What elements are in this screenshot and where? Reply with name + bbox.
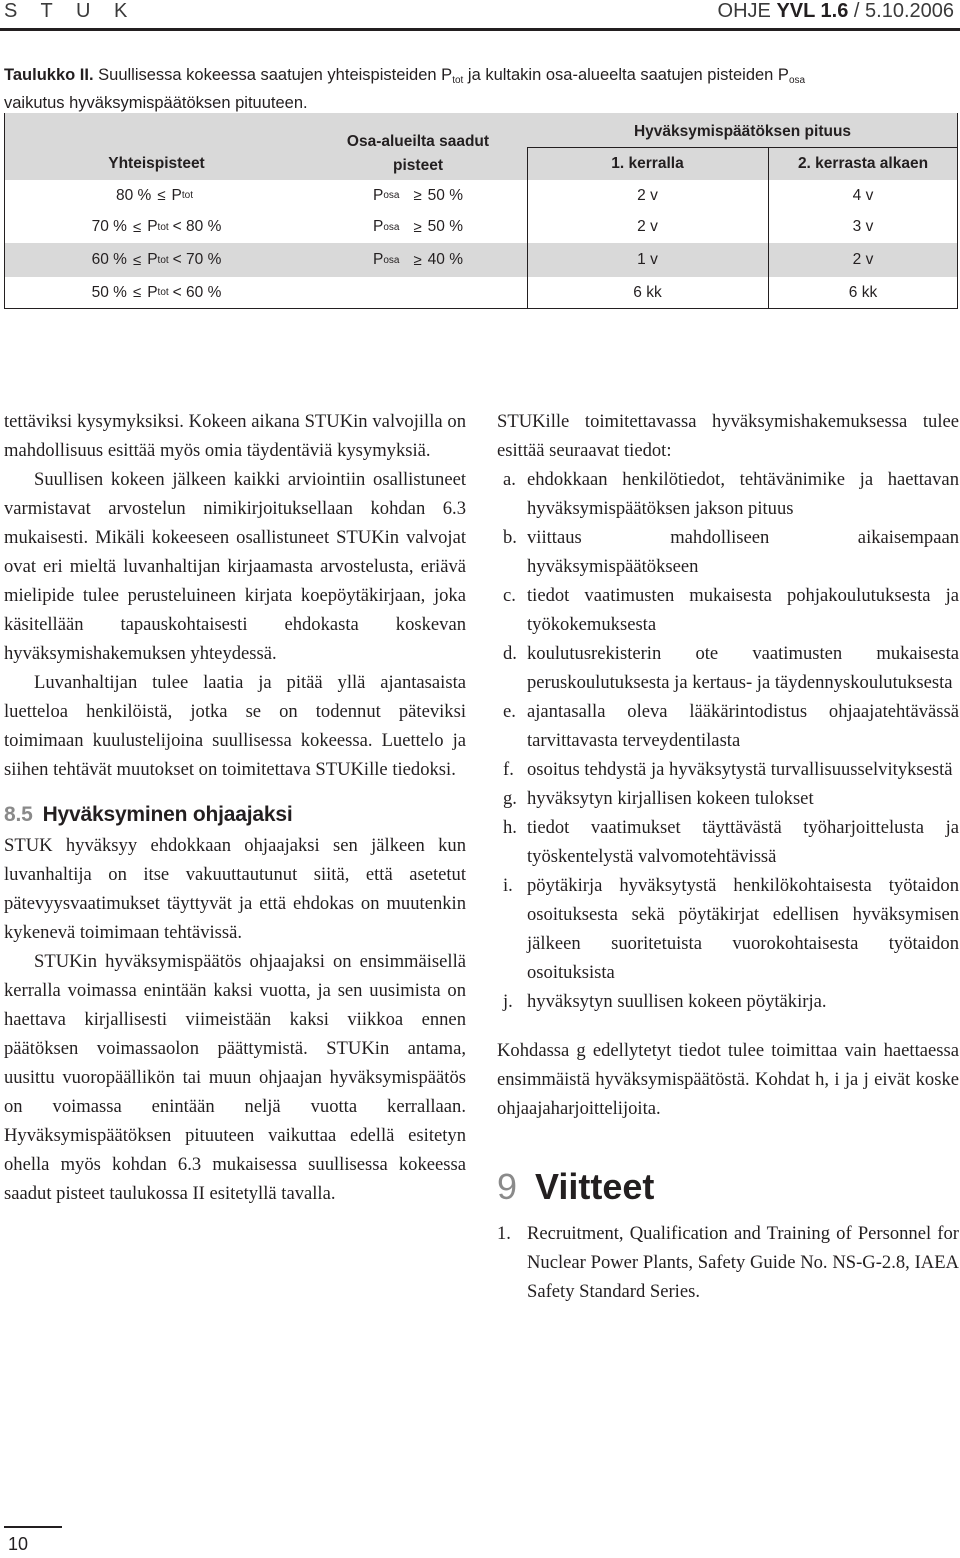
cell-second xyxy=(768,277,958,308)
total-lower: 50 % xyxy=(91,283,127,301)
chapter-number: 9 xyxy=(497,1166,518,1207)
list-text: hyväksytyn suullisen kokeen pöytäkirja. xyxy=(527,991,827,1012)
list-item xyxy=(497,813,959,871)
cell-part xyxy=(309,243,527,277)
caption-sub-a: tot xyxy=(452,75,464,86)
part-symbol: P xyxy=(372,186,384,204)
part-value: 50 % xyxy=(427,186,464,204)
le-operator: ≤ xyxy=(132,251,142,269)
first-value: 1 v xyxy=(637,251,658,268)
total-symbol: P xyxy=(147,251,158,268)
list-text: tiedot vaatimukset täyttävästä työharjoittelusta ja työskentelystä valvomotehtävissä xyxy=(527,817,959,867)
paragraph: Suullisen kokeen jälkeen kaikki arviointiin osallistuneet varmistavat arvostelun nimikirjoituksellaan kohdan 6.3 mukaisesti. Mikäli kokeeseen osallistuneet STUKin valvojat ovat eri mieltä luvanhaltijan kirjaamasta arvostelusta, eriävä mielipide tulee perusteluineen kirjata koepöytäkirjaan, joka käsitellään tapauskohtaisesti ehdokasta koskevan hyväksymishakemuksen yhteydessä. xyxy=(4,469,466,664)
le-operator: ≤ xyxy=(132,218,142,236)
col-header-first: 1. kerralla xyxy=(611,154,684,172)
total-subscript: tot xyxy=(157,254,169,266)
cell-second xyxy=(768,180,958,211)
part-subscript: osa xyxy=(383,254,400,266)
paragraph: Kohdassa g edellytetyt tiedot tulee toimittaa vain haettaessa ensimmäistä hyväksymispäätöstä. Kohdat h, i ja j eivät koske ohjaajaharjoittelijoita. xyxy=(497,1040,959,1119)
list-marker: e. xyxy=(503,701,516,722)
part-symbol: P xyxy=(372,251,384,268)
list-item xyxy=(497,784,959,813)
second-value: 6 kk xyxy=(848,283,878,301)
cell-total xyxy=(4,180,309,211)
col-header-part-2: pisteet xyxy=(393,157,443,174)
total-symbol: P xyxy=(147,218,158,235)
caption-text-b: ja kultakin osa-alueelta saatujen pisteiden P xyxy=(463,66,789,84)
ge-operator: ≥ xyxy=(413,187,422,204)
part-value: 40 % xyxy=(427,251,464,268)
header-rule xyxy=(0,28,960,31)
cell-second xyxy=(768,211,958,243)
paragraph: STUKille toimitettavassa hyväksymishakemuksessa tulee esittää seuraavat tiedot: xyxy=(497,411,959,461)
list-item xyxy=(497,871,959,987)
right-column xyxy=(497,407,959,1306)
paragraph: STUKin hyväksymispäätös ohjaajaksi on ensimmäisellä kerralla voimassa enintään kaksi vuotta, ja sen uusimista on haettava kirjallisesti viimeistään kaksi viikkoa ennen päätöksen voimassaolon päättymistä. STUKin antama, uusittu vuoropäällikön tai muun ohjaajan hyväksymispäätös on voimassa enintään neljä vuotta kerrallaan. Hyväksymispäätöksen pituuteen vaikuttaa edellä esitetyn ohella myös kohdan 6.3 mukaisessa suullisessa kokeessa saadut pisteet taulukossa II esitetyllä tavalla. xyxy=(4,951,466,1204)
cell-total xyxy=(4,211,309,243)
list-marker: g. xyxy=(503,788,517,809)
section-title: Hyväksyminen ohjaajaksi xyxy=(42,803,293,826)
cell-first xyxy=(527,277,768,308)
caption-sub-b: osa xyxy=(788,75,806,86)
points-table xyxy=(4,113,958,309)
total-lower: 60 % xyxy=(91,251,127,268)
col-header-total: Yhteispisteet xyxy=(108,154,205,172)
list-text: pöytäkirja hyväksytystä henkilökohtaisesta työtaidon osoituksesta sekä pöytäkirjat edellisen hyväksymisen jälkeen suoritetuista vuorokohtaisesta työtaidon osoituksista xyxy=(527,875,959,983)
list-text: ehdokkaan henkilötiedot, tehtävänimike ja haettavan hyväksymispäätöksen jakson pituus xyxy=(527,469,959,519)
list-item xyxy=(497,523,959,581)
list-marker: i. xyxy=(503,875,513,896)
total-lower: 80 % xyxy=(115,186,152,204)
total-upper: < 70 % xyxy=(172,251,222,268)
col-header-group: Hyväksymispäätöksen pituus xyxy=(633,123,852,140)
col-header-second: 2. kerrasta alkaen xyxy=(797,154,929,172)
col-header-part-1: Osa-alueilta saadut xyxy=(346,133,490,150)
paragraph: tettäviksi kysymyksiksi. Kokeen aikana STUKin valvojilla on mahdollisuus esittää myös omia täydentäviä kysymyksiä. xyxy=(4,411,466,461)
list-text: osoitus tehdystä ja hyväksytystä turvallisuusselvityksestä xyxy=(527,759,953,780)
paragraph: Luvanhaltijan tulee laatia ja pitää yllä ajantasaista luetteloa henkilöistä, jotka se on todennut päteviksi toimimaan kuulustelijoina suullisessa kokeessa. Luettelo ja siihen tehtävät muutokset on toimitettava STUKille tiedoksi. xyxy=(4,672,466,780)
ge-operator: ≥ xyxy=(413,251,422,269)
cell-total xyxy=(4,243,309,277)
list-item xyxy=(497,639,959,697)
cell-total xyxy=(4,277,309,308)
list-marker: f. xyxy=(503,759,514,780)
guide-code: YVL 1.6 xyxy=(776,0,849,22)
guide-label: OHJE xyxy=(717,0,771,22)
caption-text-c: vaikutus hyväksymispäätöksen pituuteen. xyxy=(4,94,308,112)
first-value: 2 v xyxy=(637,218,658,235)
list-marker: a. xyxy=(503,469,516,490)
chapter-title: Viitteet xyxy=(535,1166,655,1207)
first-value: 2 v xyxy=(637,186,658,204)
cell-second xyxy=(768,243,958,277)
part-subscript: osa xyxy=(383,190,400,201)
list-item xyxy=(497,697,959,755)
references-list xyxy=(497,1219,959,1306)
left-column xyxy=(4,407,466,1208)
total-subscript: tot xyxy=(181,190,194,201)
part-subscript: osa xyxy=(383,221,400,233)
le-operator: ≤ xyxy=(157,187,166,204)
second-value: 2 v xyxy=(852,251,874,268)
list-item xyxy=(497,755,959,784)
total-symbol: P xyxy=(147,283,158,301)
list-marker: c. xyxy=(503,585,516,606)
second-value: 3 v xyxy=(852,218,874,235)
cell-part xyxy=(309,211,527,243)
list-item xyxy=(497,465,959,523)
total-symbol: P xyxy=(171,186,182,204)
list-marker: d. xyxy=(503,643,517,664)
cell-part xyxy=(309,180,527,211)
guide-reference xyxy=(718,0,954,23)
cell-first xyxy=(527,180,768,211)
cell-first xyxy=(527,211,768,243)
list-text: hyväksytyn kirjallisen kokeen tulokset xyxy=(527,788,814,809)
list-marker: b. xyxy=(503,527,517,548)
guide-date: / 5.10.2006 xyxy=(853,0,954,22)
chapter-heading xyxy=(497,1167,959,1207)
list-item xyxy=(497,581,959,639)
list-item xyxy=(497,1219,959,1306)
list-marker: 1. xyxy=(497,1223,511,1244)
total-subscript: tot xyxy=(157,221,169,233)
paragraph: STUK hyväksyy ehdokkaan ohjaajaksi sen jälkeen kun luvanhaltija on itse vakuuttautunut siitä, että asetetut pätevyysvaatimukset täyttyvät ja että ehdokas on muutenkin kykenevä toimimaan tehtävissä. xyxy=(4,835,466,943)
brand-name: S T U K xyxy=(4,0,137,22)
total-lower: 70 % xyxy=(91,218,127,235)
total-upper: < 60 % xyxy=(172,283,222,301)
part-symbol: P xyxy=(372,218,384,235)
list-marker: j. xyxy=(503,991,513,1012)
total-upper: < 80 % xyxy=(172,218,222,235)
page-number: 10 xyxy=(8,1534,29,1554)
list-text: koulutusrekisterin ote vaatimusten mukaisesta peruskoulutuksesta ja kertaus- ja täydennyskoulutuksesta xyxy=(527,643,959,693)
section-number: 8.5 xyxy=(4,803,33,826)
first-value: 6 kk xyxy=(633,283,662,301)
total-subscript: tot xyxy=(157,287,169,298)
part-value: 50 % xyxy=(427,218,464,235)
list-marker: h. xyxy=(503,817,517,838)
page-header xyxy=(0,0,960,24)
footer-rule xyxy=(4,1526,62,1528)
section-heading xyxy=(4,800,466,829)
requirements-list xyxy=(497,465,959,1016)
list-text: tiedot vaatimusten mukaisesta pohjakoulutuksesta ja työkokemuksesta xyxy=(527,585,959,635)
list-text: ajantasalla oleva lääkärintodistus ohjaajatehtävässä tarvittavasta terveydentilasta xyxy=(527,701,959,751)
cell-first xyxy=(527,243,768,277)
ge-operator: ≥ xyxy=(413,218,422,236)
cell-part xyxy=(309,277,527,308)
caption-text-a: Suullisessa kokeessa saatujen yhteispisteiden P xyxy=(93,66,453,84)
list-text: viittaus mahdolliseen aikaisempaan hyväksymispäätökseen xyxy=(527,527,959,577)
second-value: 4 v xyxy=(852,186,874,204)
list-item xyxy=(497,987,959,1016)
list-text: Recruitment, Qualification and Training of Personnel for Nuclear Power Plants, Safety Guide No. NS-G-2.8, IAEA Safety Standard Series. xyxy=(527,1223,959,1302)
table-caption xyxy=(4,64,956,114)
caption-label: Taulukko II. xyxy=(4,66,94,84)
le-operator: ≤ xyxy=(132,284,142,301)
